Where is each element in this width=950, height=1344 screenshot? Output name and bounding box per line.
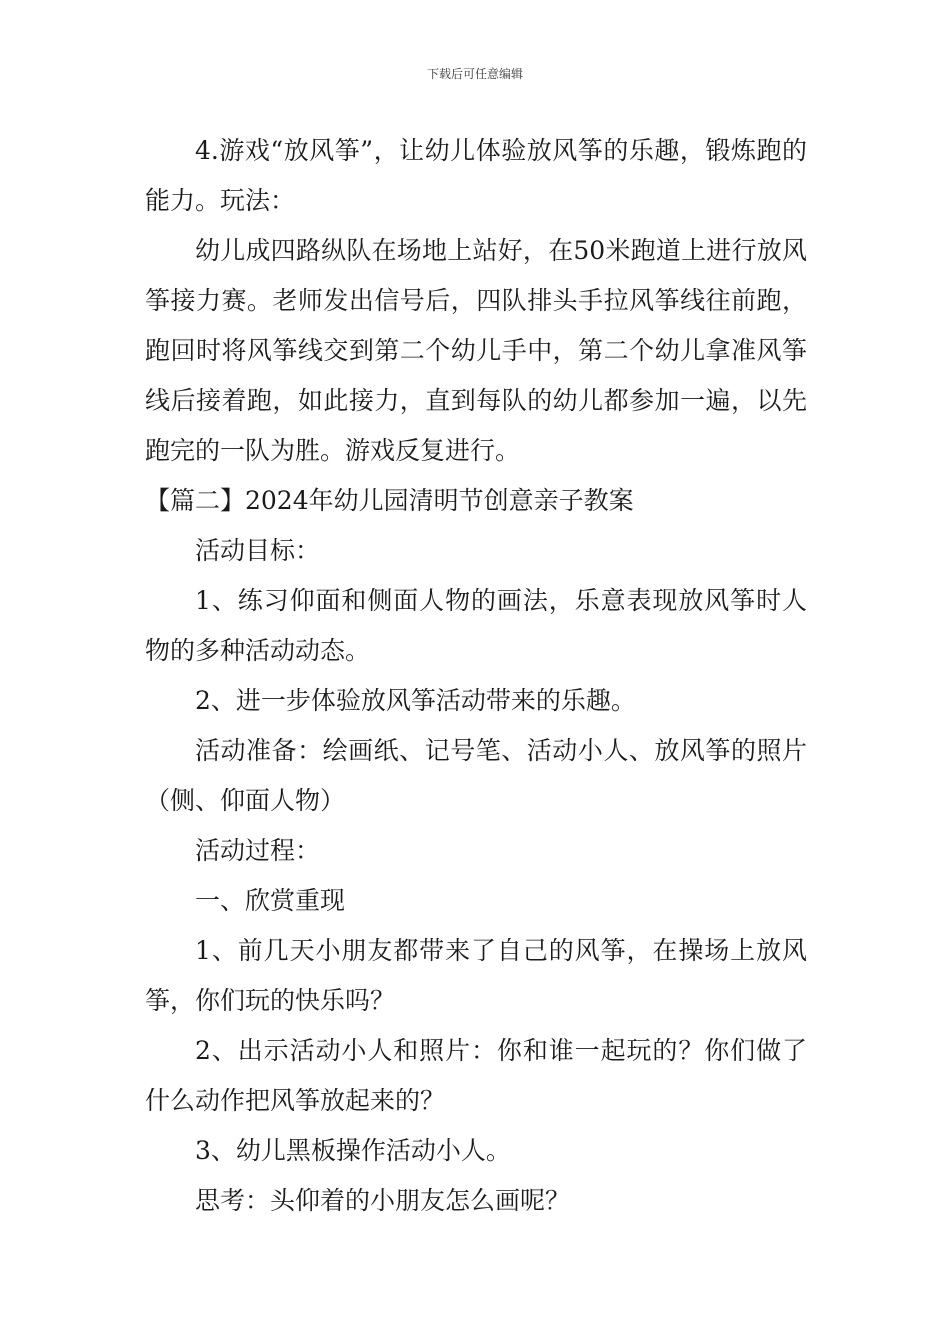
paragraph-step-2: 2、出示活动小人和照片：你和谁一起玩的？你们做了什么动作把风筝放起来的？ — [145, 1036, 807, 1115]
page-header: 下载后可任意编辑 — [426, 67, 523, 81]
paragraph-game-rules: 幼儿成四路纵队在场地上站好，在50米跑道上进行放风筝接力赛。老师发出信号后，四队排头手拉风筝线往前跑，跑回时将风筝线交到第二个幼儿手中，第二个幼儿拿准风筝线后接着跑，如此接力，直到每队的幼儿都参加一遍，以先跑完的一队为胜。游戏反复进行。 — [145, 236, 807, 465]
paragraph-step-one: 一、欣赏重现 — [195, 886, 346, 915]
paragraph-goal-1: 1、练习仰面和侧面人物的画法，乐意表现放风筝时人物的多种活动动态。 — [145, 586, 807, 665]
paragraph-goals-title: 活动目标： — [195, 536, 321, 565]
paragraph-preparation: 活动准备：绘画纸、记号笔、活动小人、放风筝的照片（侧、仰面人物） — [145, 736, 807, 815]
paragraph-goal-2: 2、进一步体验放风筝活动带来的乐趣。 — [195, 686, 636, 715]
section-heading: 【篇二】2024年幼儿园清明节创意亲子教案 — [145, 486, 634, 515]
paragraph-step-3: 3、幼儿黑板操作活动小人。 — [195, 1136, 511, 1165]
paragraph-process-title: 活动过程： — [195, 836, 321, 865]
document-body — [145, 126, 807, 1226]
paragraph-step-1: 1、前几天小朋友都带来了自己的风筝，在操场上放风筝，你们玩的快乐吗？ — [145, 936, 807, 1015]
paragraph-game-intro: 4.游戏“放风筝”，让幼儿体验放风筝的乐趣，锻炼跑的能力。玩法： — [145, 136, 807, 215]
paragraph-thinking: 思考：头仰着的小朋友怎么画呢？ — [195, 1186, 571, 1215]
